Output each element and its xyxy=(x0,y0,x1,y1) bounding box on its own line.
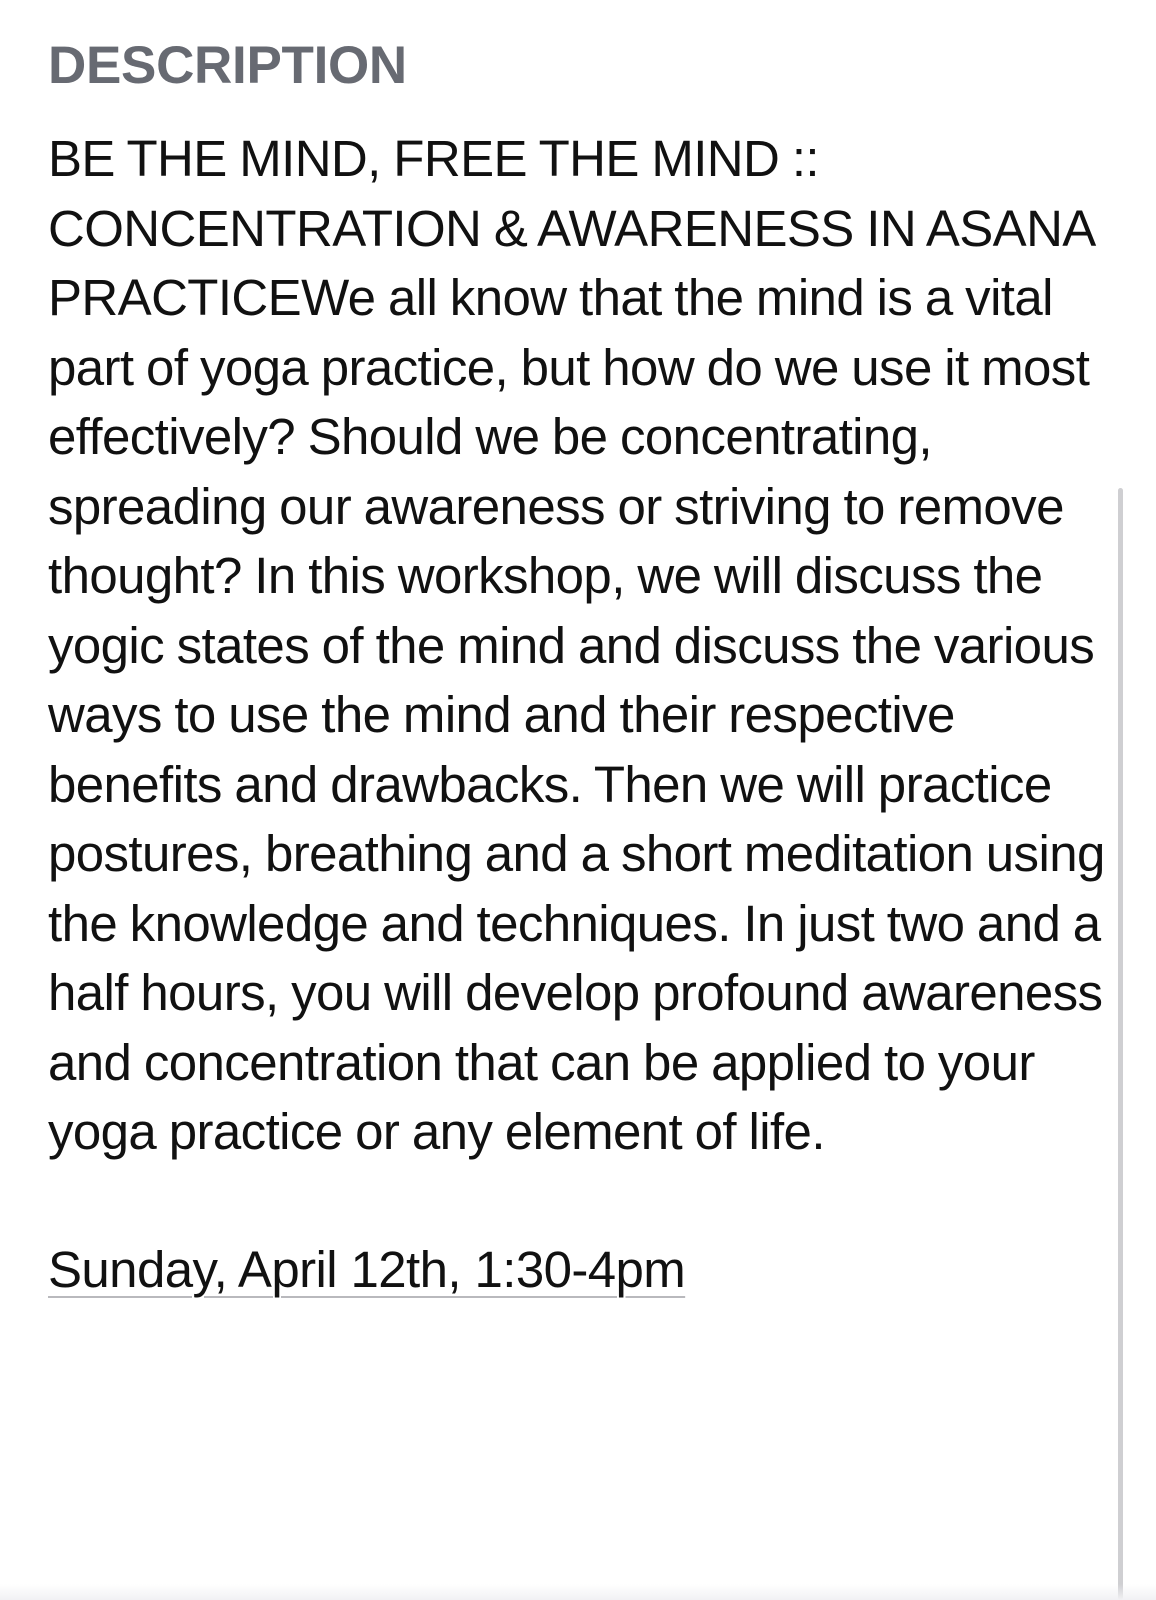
event-description-text: BE THE MIND, FREE THE MIND :: CONCENTRATION & AWARENESS IN ASANA PRACTICEWe all know that the mind is a vital part of yoga practice, but how do we use it most effectively? Should we be concentrating, spreading our awareness or striving to remove thought? In this workshop, we will discuss the yogic states of the mind and discuss the various ways to use the mind and their respective benefits and drawbacks. Then we will practice postures, breathing and a short meditation using the knowledge and techniques. In just two and a half hours, you will develop profound awareness and concentration that can be applied to your yoga practice or any element of life. xyxy=(48,130,1105,1160)
description-panel xyxy=(48,32,1118,1304)
vertical-scrollbar[interactable] xyxy=(1114,488,1124,1600)
scrollbar-thumb[interactable] xyxy=(1118,488,1123,1600)
section-heading: DESCRIPTION xyxy=(48,36,407,95)
bottom-edge-divider xyxy=(0,1584,1156,1600)
event-date-link[interactable]: Sunday, April 12th, 1:30-4pm xyxy=(48,1240,686,1298)
